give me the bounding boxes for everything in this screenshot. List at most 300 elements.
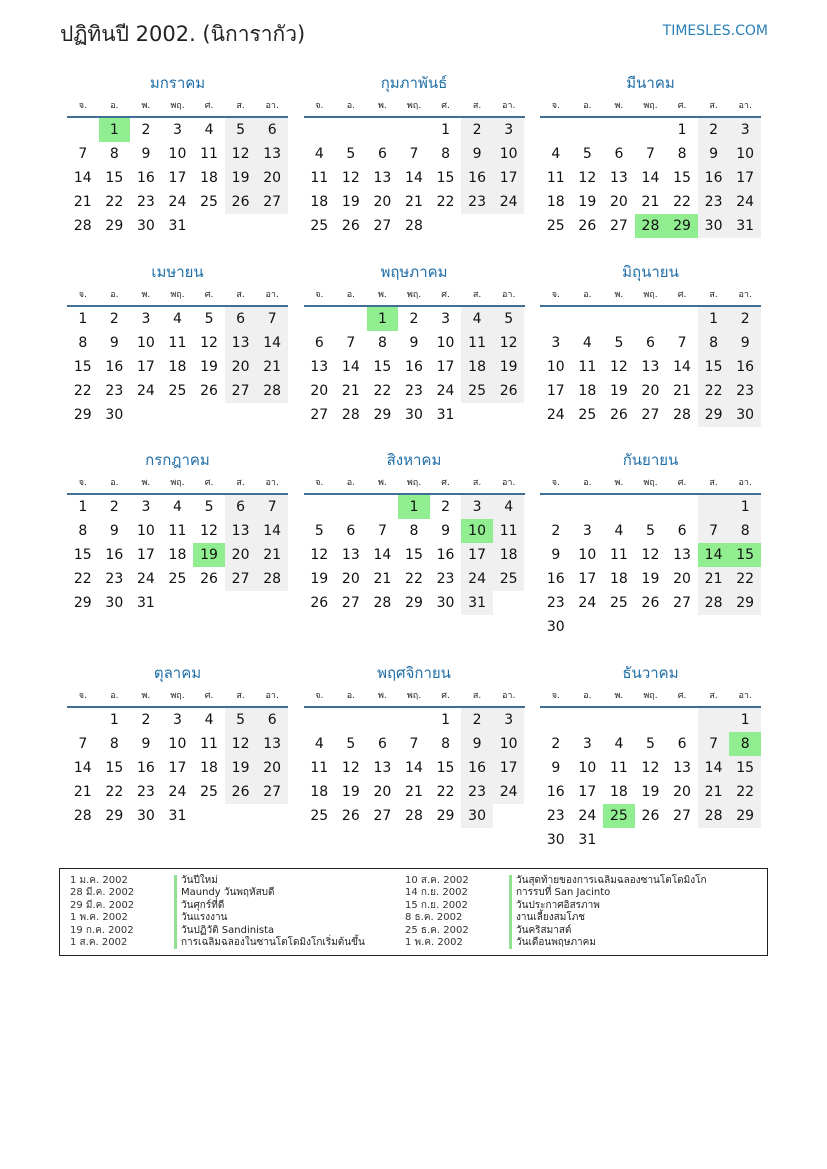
calendar-day: 3 [493,118,525,142]
calendar-day: 30 [461,804,493,828]
calendar-day: 4 [204,122,214,138]
holiday-name: วันปฏิวัติ Sandinista [174,925,274,937]
day-grid [540,307,761,427]
holiday-entry [405,912,707,924]
day-grid [67,495,288,615]
empty-day [493,591,525,615]
calendar-day: 17 [578,784,597,800]
calendar-day: 2 [409,311,419,327]
calendar-day: 3 [582,523,592,539]
calendar-day: 15 [373,359,392,375]
calendar-day: 1 [78,311,88,327]
calendar-day: 17 [168,760,187,776]
calendar-day: 11 [310,760,329,776]
weekday-header [67,96,288,118]
weekday-label: จ. [78,691,87,701]
calendar-day: 20 [310,383,329,399]
day-grid [67,307,288,427]
day-grid [540,495,761,639]
calendar-day: 2 [551,736,561,752]
calendar-day: 19 [641,571,660,587]
month-calendar [67,447,288,615]
calendar-day: 12 [641,760,660,776]
calendar-day: 9 [141,736,151,752]
calendar-day: 15 [405,547,423,563]
weekday-label: พฤ. [643,290,658,300]
weekday-label: อา. [265,478,279,488]
calendar-day: 6 [677,523,687,539]
empty-day [461,214,493,238]
calendar-day: 16 [136,760,155,776]
calendar-day: 16 [136,170,155,186]
month-name: กรกฎาคม [145,451,210,469]
empty-day [367,708,399,732]
calendar-day: 10 [136,335,155,351]
calendar-day: 26 [641,595,660,611]
calendar-day: 21 [256,355,288,379]
calendar-day: 8 [698,331,730,355]
month-calendar [67,259,288,427]
calendar-day: 28 [256,379,288,403]
weekday-header [67,686,288,708]
weekday-header [67,285,288,307]
calendar-day: 14 [405,170,423,186]
calendar-day: 1 [78,499,88,515]
calendar-day: 23 [546,808,565,824]
weekday-label: พ. [141,101,151,111]
calendar-day: 23 [136,784,155,800]
weekday-label: อ. [583,478,592,488]
empty-day [162,403,194,427]
weekday-label: พฤ. [406,691,422,701]
empty-day [572,307,604,331]
calendar-day: 4 [314,736,324,752]
empty-day [67,708,99,732]
empty-day [666,307,698,331]
calendar-day: 15 [729,756,761,780]
empty-day [572,495,604,519]
month-calendar [67,70,288,238]
empty-day [193,804,225,828]
calendar-day: 13 [310,359,329,375]
calendar-day: 9 [109,335,119,351]
empty-day [335,307,367,331]
holiday-entry [405,925,707,937]
empty-day [225,403,257,427]
calendar-day: 27 [256,190,288,214]
calendar-day: 26 [341,218,360,234]
weekday-label: อ. [346,101,355,111]
month-calendar [540,259,761,427]
holiday-date: 14 ก.ย. 2002 [405,887,468,899]
calendar-day: 6 [225,495,257,519]
weekday-label: อา. [501,691,516,701]
weekday-label: อา. [738,478,752,488]
calendar-day: 24 [578,808,597,824]
weekday-label: พฤ. [643,101,658,111]
calendar-day: 5 [646,736,655,752]
month-name: มีนาคม [626,74,675,92]
calendar-day: 19 [225,756,257,780]
weekday-label: จ. [78,478,87,488]
empty-day [367,118,399,142]
calendar-day: 6 [256,118,288,142]
calendar-day: 10 [136,523,155,539]
calendar-day: 14 [256,331,288,355]
holiday-name: งานเลี้ยงสมโภช [509,912,585,924]
calendar-day: 23 [698,190,730,214]
calendar-day: 5 [204,499,214,515]
calendar-day: 11 [200,146,218,162]
calendar-day: 18 [200,170,218,186]
calendar-day: 11 [546,170,565,186]
calendar-day: 31 [461,591,493,615]
page-title: ปฏิทินปี 2002. (นิการากัว) [60,22,306,46]
calendar-day: 5 [225,708,257,732]
calendar-day: 15 [105,760,124,776]
calendar-day: 12 [578,170,597,186]
calendar-day: 28 [73,218,92,234]
weekday-label: ส. [236,478,245,488]
calendar-day: 19 [641,784,660,800]
calendar-day: 16 [105,547,124,563]
calendar-day: 18 [578,383,597,399]
calendar-day: 26 [609,407,628,423]
empty-day [256,804,288,828]
calendar-day: 22 [729,567,761,591]
empty-day [193,214,225,238]
calendar-day: 1 [109,712,119,728]
weekday-label: อ. [583,691,592,701]
empty-day [729,615,761,639]
calendar-day: 6 [256,708,288,732]
calendar-day: 8 [78,523,88,539]
month-calendar [304,70,525,238]
calendar-day: 14 [373,547,392,563]
calendar-day: 22 [405,571,423,587]
calendar-day: 23 [136,194,155,210]
calendar-day: 2 [461,118,493,142]
weekday-label: อ. [346,691,355,701]
calendar-day: 15 [436,760,455,776]
calendar-day: 10 [578,760,597,776]
empty-day [635,495,667,519]
weekday-label: พฤ. [643,478,658,488]
calendar-day: 30 [136,218,155,234]
month-calendar [304,447,525,615]
calendar-day: 17 [136,359,155,375]
calendar-day: 7 [377,523,387,539]
holiday-day: 1 [398,495,430,519]
calendar-day: 21 [405,784,423,800]
empty-day [256,403,288,427]
calendar-day: 2 [141,712,151,728]
weekday-label: พ. [378,101,387,111]
empty-day [335,708,367,732]
empty-day [666,828,698,852]
calendar-day: 11 [461,331,493,355]
weekday-label: ศ. [441,101,450,111]
calendar-day: 4 [204,712,214,728]
calendar-day: 7 [698,732,730,756]
calendar-day: 22 [436,784,455,800]
calendar-day: 30 [546,619,565,635]
calendar-day: 25 [310,218,329,234]
calendar-day: 14 [73,170,92,186]
calendar-day: 22 [73,383,92,399]
day-grid [304,495,525,615]
calendar-day: 27 [641,407,660,423]
calendar-day: 30 [546,832,565,848]
calendar-day: 21 [73,194,92,210]
weekday-label: ศ. [204,101,214,111]
calendar-day: 15 [73,547,92,563]
empty-day [729,828,761,852]
calendar-day: 27 [225,567,257,591]
calendar-day: 14 [698,756,730,780]
calendar-day: 17 [546,383,565,399]
weekday-label: ศ. [204,478,214,488]
weekday-label: อา. [501,478,516,488]
calendar-day: 23 [729,379,761,403]
calendar-day: 6 [314,335,324,351]
calendar-day: 26 [225,190,257,214]
weekday-label: จ. [78,290,87,300]
calendar-day: 30 [105,595,124,611]
calendar-day: 13 [373,760,392,776]
calendar-day: 23 [405,383,423,399]
holiday-name: วันเดือนพฤษภาคม [509,937,596,949]
calendar-day: 8 [677,146,687,162]
weekday-label: อา. [738,691,752,701]
site-link[interactable]: TIMESLES.COM [662,23,768,39]
calendar-day: 17 [136,547,155,563]
month-name: สิงหาคม [386,451,442,469]
calendar-day: 2 [109,499,119,515]
calendar-day: 16 [461,756,493,780]
calendar-day: 14 [256,519,288,543]
calendar-day: 21 [405,194,423,210]
calendar-day: 13 [673,760,691,776]
holiday-name: วันคริสมาสต์ [509,925,571,937]
weekday-header [304,473,525,495]
calendar-day: 18 [546,194,565,210]
weekday-label: จ. [551,101,560,111]
calendar-day: 20 [225,355,257,379]
empty-day [461,403,493,427]
calendar-day: 16 [546,571,565,587]
calendar-day: 1 [677,122,687,138]
calendar-day: 25 [609,595,628,611]
calendar-day: 25 [310,808,329,824]
weekday-label: จ. [551,290,560,300]
empty-day [493,403,525,427]
empty-day [130,403,162,427]
calendar-day: 24 [546,407,565,423]
calendar-day: 28 [698,591,730,615]
holiday-date: 8 ธ.ค. 2002 [405,912,463,924]
empty-day [540,307,572,331]
calendar-day: 20 [373,194,392,210]
calendar-day: 9 [461,142,493,166]
calendar-day: 22 [105,194,124,210]
calendar-day: 5 [346,736,356,752]
calendar-day: 2 [141,122,151,138]
weekday-label: อ. [110,478,119,488]
calendar-day: 29 [729,804,761,828]
calendar-day: 17 [729,166,761,190]
holiday-name: วันปีใหม่ [174,875,218,887]
empty-day [540,118,572,142]
calendar-day: 2 [461,708,493,732]
calendar-day: 16 [729,355,761,379]
calendar-day: 29 [373,407,392,423]
calendar-day: 25 [578,407,597,423]
weekday-label: อา. [738,101,752,111]
calendar-day: 4 [493,495,525,519]
weekday-label: ส. [709,290,718,300]
calendar-day: 26 [578,218,597,234]
calendar-day: 3 [461,495,493,519]
calendar-day: 31 [168,218,187,234]
weekday-label: พ. [141,290,151,300]
calendar-day: 27 [225,379,257,403]
holiday-name: Maundy วันพฤหัสบดี [174,887,275,899]
calendar-day: 15 [436,170,455,186]
calendar-day: 28 [373,595,392,611]
calendar-day: 5 [204,311,214,327]
calendar-day: 24 [493,190,525,214]
weekday-label: พฤ. [170,691,185,701]
holiday-entry [405,875,707,887]
month-name: กันยายน [622,451,679,469]
calendar-day: 19 [341,194,360,210]
empty-day [540,708,572,732]
calendar-day: 13 [225,331,257,355]
weekday-header [304,285,525,307]
calendar-day: 6 [346,523,356,539]
empty-day [698,828,730,852]
calendar-day: 21 [256,543,288,567]
calendar-day: 22 [105,784,124,800]
weekday-label: ศ. [204,691,214,701]
weekday-label: อา. [265,691,279,701]
calendar-day: 22 [436,194,455,210]
calendar-day: 25 [200,784,218,800]
calendar-day: 18 [609,571,628,587]
calendar-day: 11 [609,547,628,563]
calendar-day: 4 [314,146,324,162]
empty-day [698,495,730,519]
month-calendar [304,660,525,828]
weekday-label: พฤ. [170,290,185,300]
calendar-day: 3 [441,311,450,327]
calendar-day: 31 [729,214,761,238]
holiday-day: 14 [698,543,730,567]
weekday-label: พ. [378,691,387,701]
empty-day [493,214,525,238]
calendar-day: 10 [578,547,597,563]
holiday-name: การรบที่ San Jacinto [509,887,610,899]
calendar-day: 15 [673,170,691,186]
calendar-day: 2 [729,307,761,331]
calendar-day: 18 [310,194,329,210]
calendar-day: 24 [436,383,455,399]
weekday-label: ศ. [204,290,214,300]
month-name: พฤศจิกายน [377,664,451,682]
calendar-day: 13 [641,359,660,375]
calendar-day: 19 [341,784,360,800]
weekday-header [540,285,761,307]
calendar-day: 8 [109,146,119,162]
month-calendar [540,660,761,852]
calendar-day: 18 [609,784,628,800]
calendar-day: 22 [729,780,761,804]
calendar-day: 7 [646,146,655,162]
calendar-day: 12 [310,547,329,563]
calendar-day: 17 [493,756,525,780]
empty-day [304,118,336,142]
holiday-column-left [70,875,365,949]
calendar-day: 4 [461,307,493,331]
calendar-day: 6 [677,736,687,752]
calendar-day: 11 [493,519,525,543]
empty-day [367,495,399,519]
weekday-label: ส. [709,691,718,701]
holiday-name: วันศุกร์ที่ดี [174,900,224,912]
holiday-date: 25 ธ.ค. 2002 [405,924,469,936]
calendar-day: 5 [582,146,592,162]
calendar-day: 27 [256,780,288,804]
empty-day [635,118,667,142]
calendar-day: 2 [698,118,730,142]
weekday-header [304,96,525,118]
weekday-label: จ. [551,691,560,701]
calendar-day: 29 [73,595,92,611]
calendar-day: 4 [614,736,624,752]
weekday-label: จ. [315,101,324,111]
weekday-label: พ. [614,101,624,111]
month-name: กุมภาพันธ์ [380,74,448,92]
holiday-entry [70,887,365,899]
calendar-day: 20 [256,756,288,780]
calendar-day: 26 [493,379,525,403]
calendar-day: 29 [73,407,92,423]
calendar-day: 12 [225,732,257,756]
calendar-day: 24 [493,780,525,804]
calendar-day: 7 [78,146,88,162]
calendar-day: 7 [677,335,687,351]
calendar-day: 29 [405,595,423,611]
weekday-label: อ. [583,290,592,300]
calendar-day: 15 [698,355,730,379]
calendar-day: 12 [641,547,660,563]
empty-day [256,591,288,615]
calendar-day: 20 [609,194,628,210]
calendar-day: 11 [200,736,218,752]
calendar-day: 17 [461,543,493,567]
holiday-entry [70,925,365,937]
holiday-entry [405,887,707,899]
holiday-entry [405,900,707,912]
month-calendar [540,447,761,639]
empty-day [335,495,367,519]
weekday-label: พฤ. [406,478,422,488]
calendar-day: 7 [256,495,288,519]
empty-day [603,307,635,331]
calendar-day: 10 [546,359,565,375]
calendar-day: 13 [341,547,360,563]
